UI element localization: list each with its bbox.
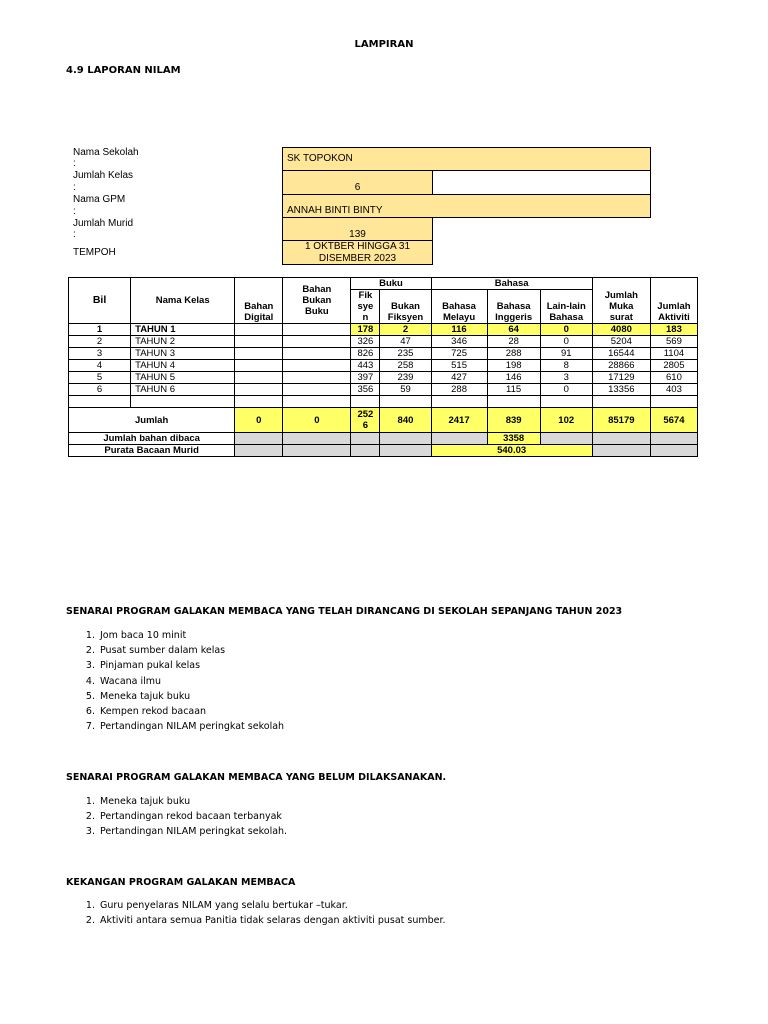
fiksyen-cell: 443 <box>351 360 380 372</box>
jumlah-bahan-dibaca-value: 3358 <box>487 433 540 445</box>
lain-cell: 0 <box>540 324 592 336</box>
grey-cell <box>431 433 487 445</box>
grey-cell <box>235 445 283 457</box>
kelas-cell: TAHUN 1 <box>131 324 235 336</box>
jumlah-label: Jumlah <box>69 408 235 433</box>
blank-cell <box>592 396 650 408</box>
digital-cell <box>235 324 283 336</box>
kelas-cell: TAHUN 3 <box>131 348 235 360</box>
bukan-buku-cell <box>283 372 351 384</box>
bukan-fiksyen-cell: 59 <box>380 384 431 396</box>
list-item: 1. Meneka tajuk buku <box>98 794 287 809</box>
table-row <box>69 348 698 360</box>
digital-cell <box>235 348 283 360</box>
blank-cell <box>131 396 235 408</box>
table-row <box>69 360 698 372</box>
nama-sekolah-value: SK TOPOKON <box>287 153 353 164</box>
jumlah-kelas-value: 6 <box>354 182 361 193</box>
bil-cell: 4 <box>69 360 131 372</box>
melayu-cell: 427 <box>431 372 487 384</box>
fiksyen-cell: 326 <box>351 336 380 348</box>
inggeris-cell: 64 <box>487 324 540 336</box>
grey-cell <box>235 433 283 445</box>
lain-cell: 0 <box>540 384 592 396</box>
melayu-cell: 116 <box>431 324 487 336</box>
table-row <box>69 372 698 384</box>
jumlah-kelas-field <box>282 170 433 195</box>
list-item: 5. Meneka tajuk buku <box>98 689 284 704</box>
blank-cell <box>69 396 131 408</box>
header-bukan-fiksyen: Bukan Fiksyen <box>380 290 431 324</box>
nama-gpm-value: ANNAH BINTI BINTY <box>287 205 383 216</box>
muka-surat-cell: 5204 <box>592 336 650 348</box>
header-bahasa-inggeris: Bahasa Inggeris <box>487 290 540 324</box>
grey-cell <box>283 433 351 445</box>
unimplemented-programs-list <box>66 794 287 840</box>
bukan-buku-cell <box>283 336 351 348</box>
header-jumlah-muka-surat: Jumlah Muka surat <box>592 278 650 324</box>
jumlah-fiksyen: 252 6 <box>351 408 380 433</box>
table-row <box>69 384 698 396</box>
jumlah-murid-label: Jumlah Murid <box>73 218 134 229</box>
blank-cell <box>431 396 487 408</box>
header-bahan-digital: Bahan Digital <box>235 278 283 324</box>
section-title-constraints: KEKANGAN PROGRAM GALAKAN MEMBACA <box>66 877 296 888</box>
list-item: 2. Pertandingan rekod bacaan terbanyak <box>98 809 287 824</box>
kelas-cell: TAHUN 6 <box>131 384 235 396</box>
inggeris-cell: 146 <box>487 372 540 384</box>
bil-cell: 6 <box>69 384 131 396</box>
muka-surat-cell: 16544 <box>592 348 650 360</box>
blank-cell <box>650 396 697 408</box>
grey-cell <box>351 433 380 445</box>
digital-cell <box>235 372 283 384</box>
inggeris-cell: 198 <box>487 360 540 372</box>
list-item: 7. Pertandingan NILAM peringkat sekolah <box>98 719 284 734</box>
lain-cell: 3 <box>540 372 592 384</box>
bil-cell: 3 <box>69 348 131 360</box>
jumlah-bukan-buku: 0 <box>283 408 351 433</box>
nama-sekolah-label: Nama Sekolah <box>73 147 139 158</box>
jumlah-melayu: 2417 <box>431 408 487 433</box>
melayu-cell: 288 <box>431 384 487 396</box>
colon: : <box>73 229 76 240</box>
jumlah-muka-surat: 85179 <box>592 408 650 433</box>
inggeris-cell: 28 <box>487 336 540 348</box>
grey-cell <box>540 433 592 445</box>
grey-cell <box>283 445 351 457</box>
inggeris-cell: 115 <box>487 384 540 396</box>
jumlah-kelas-label: Jumlah Kelas <box>73 170 134 181</box>
jumlah-murid-value: 139 <box>349 229 366 240</box>
colon: : <box>73 182 76 193</box>
nama-gpm-field <box>282 194 651 218</box>
grey-cell <box>380 433 431 445</box>
jumlah-bukan-fiksyen: 840 <box>380 408 431 433</box>
header-buku: Buku <box>351 278 431 290</box>
list-item: 2. Aktiviti antara semua Panitia tidak selaras dengan aktiviti pusat sumber. <box>98 913 446 928</box>
muka-surat-cell: 17129 <box>592 372 650 384</box>
table-row <box>69 336 698 348</box>
header-bahan-bukan-buku: Bahan Bukan Buku <box>283 278 351 324</box>
muka-surat-cell: 13356 <box>592 384 650 396</box>
header-bahasa-melayu: Bahasa Melayu <box>431 290 487 324</box>
jumlah-lain: 102 <box>540 408 592 433</box>
list-item: 1. Guru penyelaras NILAM yang selalu bertukar –tukar. <box>98 898 446 913</box>
digital-cell <box>235 360 283 372</box>
colon: : <box>73 206 76 217</box>
muka-surat-cell: 4080 <box>592 324 650 336</box>
jumlah-inggeris: 839 <box>487 408 540 433</box>
colon: : <box>73 158 76 169</box>
fiksyen-cell: 178 <box>351 324 380 336</box>
aktiviti-cell: 403 <box>650 384 697 396</box>
list-item: 1. Jom baca 10 minit <box>98 628 284 643</box>
lain-cell: 8 <box>540 360 592 372</box>
tempoh-field <box>282 240 433 265</box>
bil-cell: 5 <box>69 372 131 384</box>
header-lain-lain-bahasa: Lain-lain Bahasa <box>540 290 592 324</box>
jumlah-aktiviti: 5674 <box>650 408 697 433</box>
bukan-fiksyen-cell: 239 <box>380 372 431 384</box>
header-nama-kelas: Nama Kelas <box>131 278 235 324</box>
blank-cell <box>487 396 540 408</box>
grey-cell <box>351 445 380 457</box>
purata-bacaan-label: Purata Bacaan Murid <box>69 445 235 457</box>
inggeris-cell: 288 <box>487 348 540 360</box>
jumlah-bahan-dibaca-label: Jumlah bahan dibaca <box>69 433 235 445</box>
bil-cell: 1 <box>69 324 131 336</box>
header-jumlah-aktiviti: Jumlah Aktiviti <box>650 278 697 324</box>
bil-cell: 2 <box>69 336 131 348</box>
list-item: 3. Pertandingan NILAM peringkat sekolah. <box>98 824 287 839</box>
list-item: 2. Pusat sumber dalam kelas <box>98 643 284 658</box>
nama-sekolah-field <box>282 147 651 171</box>
aktiviti-cell: 183 <box>650 324 697 336</box>
grey-cell <box>592 445 650 457</box>
header-fiksyen: Fik sye n <box>351 290 380 324</box>
section-title-planned: SENARAI PROGRAM GALAKAN MEMBACA YANG TELAH DIRANCANG DI SEKOLAH SEPANJANG TAHUN 2023 <box>66 606 623 617</box>
blank-cell <box>283 396 351 408</box>
planned-programs-list <box>66 628 284 734</box>
header-bil: Bil <box>69 278 131 324</box>
kelas-cell: TAHUN 5 <box>131 372 235 384</box>
constraints-list <box>66 898 446 928</box>
blank-cell <box>540 396 592 408</box>
nilam-table <box>68 277 698 457</box>
blank-cell <box>380 396 431 408</box>
purata-bacaan-value: 540.03 <box>431 445 592 457</box>
jumlah-murid-field <box>282 217 433 241</box>
tempoh-value <box>283 241 432 264</box>
kelas-cell: TAHUN 4 <box>131 360 235 372</box>
bukan-fiksyen-cell: 2 <box>380 324 431 336</box>
lain-cell: 91 <box>540 348 592 360</box>
bukan-buku-cell <box>283 348 351 360</box>
list-item: 6. Kempen rekod bacaan <box>98 704 284 719</box>
table-row <box>69 324 698 336</box>
bukan-buku-cell <box>283 324 351 336</box>
tempoh-label: TEMPOH <box>73 247 116 258</box>
melayu-cell: 725 <box>431 348 487 360</box>
aktiviti-cell: 610 <box>650 372 697 384</box>
digital-cell <box>235 336 283 348</box>
list-item: 4. Wacana ilmu <box>98 674 284 689</box>
fiksyen-cell: 397 <box>351 372 380 384</box>
list-item: 3. Pinjaman pukal kelas <box>98 658 284 673</box>
fiksyen-cell: 826 <box>351 348 380 360</box>
nama-gpm-label: Nama GPM <box>73 194 126 205</box>
grey-cell <box>380 445 431 457</box>
empty-cell <box>432 170 651 195</box>
aktiviti-cell: 569 <box>650 336 697 348</box>
page-heading: LAMPIRAN <box>354 39 414 50</box>
report-subheading: 4.9 LAPORAN NILAM <box>66 65 181 76</box>
melayu-cell: 346 <box>431 336 487 348</box>
lain-cell: 0 <box>540 336 592 348</box>
aktiviti-cell: 1104 <box>650 348 697 360</box>
muka-surat-cell: 28866 <box>592 360 650 372</box>
digital-cell <box>235 384 283 396</box>
bukan-buku-cell <box>283 384 351 396</box>
bukan-fiksyen-cell: 258 <box>380 360 431 372</box>
blank-cell <box>235 396 283 408</box>
bukan-buku-cell <box>283 360 351 372</box>
section-title-not-implemented: SENARAI PROGRAM GALAKAN MEMBACA YANG BELUM DILAKSANAKAN. <box>66 772 447 783</box>
blank-cell <box>351 396 380 408</box>
header-bahasa: Bahasa <box>431 278 592 290</box>
grey-cell <box>650 445 697 457</box>
tempoh-line1: 1 OKTBER HINGGA 31 <box>304 241 411 252</box>
kelas-cell: TAHUN 2 <box>131 336 235 348</box>
fiksyen-cell: 356 <box>351 384 380 396</box>
jumlah-digital: 0 <box>235 408 283 433</box>
grey-cell <box>592 433 650 445</box>
bukan-fiksyen-cell: 235 <box>380 348 431 360</box>
tempoh-line2: DISEMBER 2023 <box>318 252 397 264</box>
melayu-cell: 515 <box>431 360 487 372</box>
bukan-fiksyen-cell: 47 <box>380 336 431 348</box>
aktiviti-cell: 2805 <box>650 360 697 372</box>
grey-cell <box>650 433 697 445</box>
